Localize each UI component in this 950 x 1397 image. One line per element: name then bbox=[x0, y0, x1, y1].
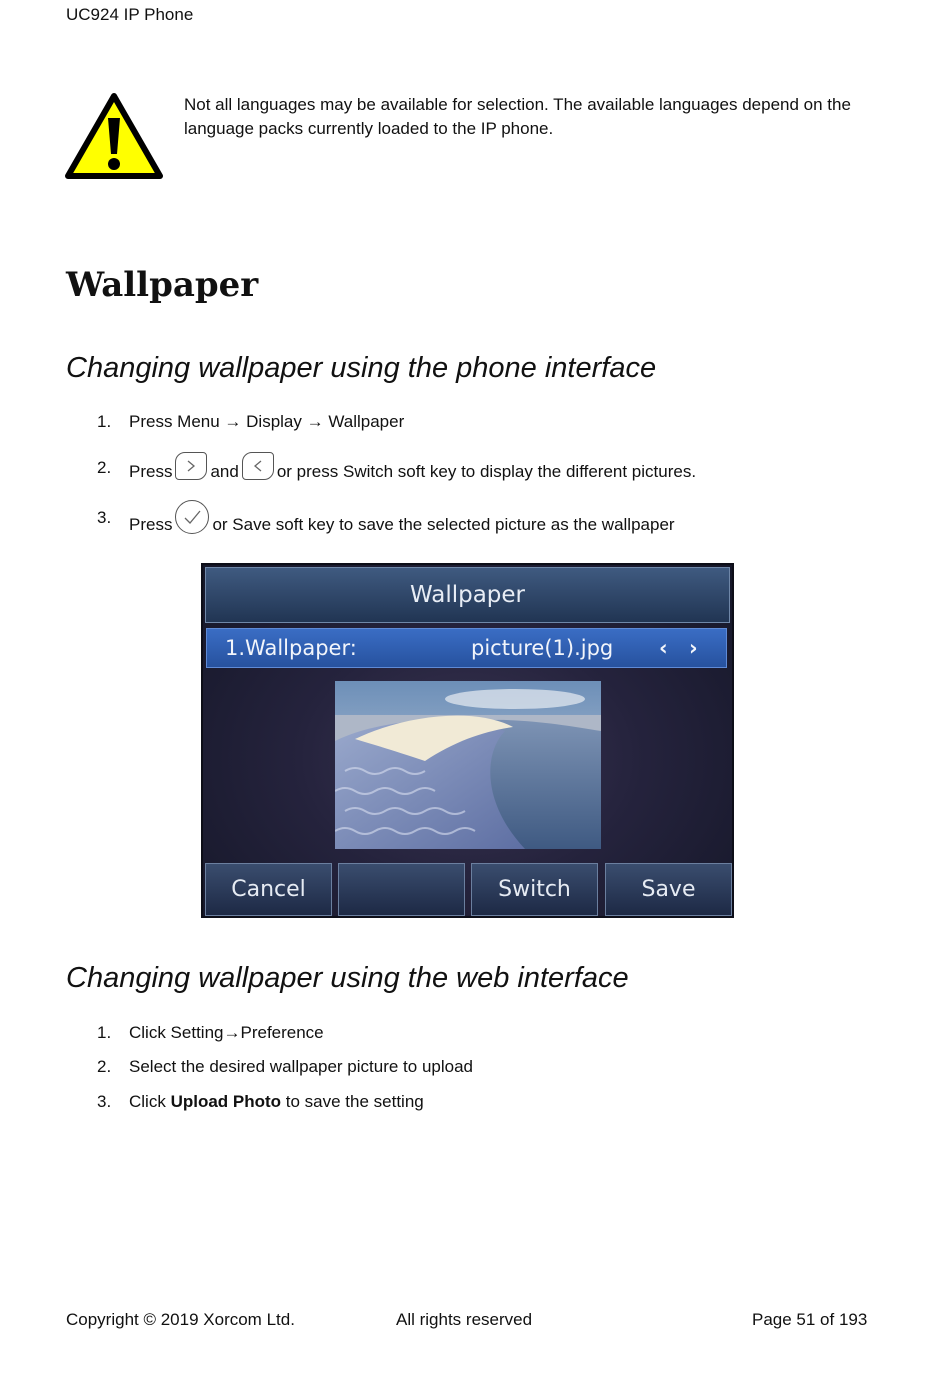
phone-screen bbox=[201, 563, 734, 918]
section-title: Wallpaper bbox=[66, 265, 259, 305]
phone-section-title: Changing wallpaper using the phone interface bbox=[66, 352, 657, 384]
footer-rights: All rights reserved bbox=[396, 1310, 533, 1329]
arrow-icon: → bbox=[223, 1023, 241, 1042]
chevron-left-icon[interactable]: ‹ bbox=[659, 636, 668, 660]
right-arrow-key-icon bbox=[175, 452, 207, 480]
wallpaper-preview bbox=[335, 681, 601, 849]
left-arrow-key-icon bbox=[242, 452, 274, 480]
empty-softkey[interactable] bbox=[338, 863, 465, 916]
wallpaper-value: picture(1).jpg bbox=[471, 636, 614, 660]
footer-page-number: Page 51 of 193 bbox=[752, 1310, 868, 1329]
warning-triangle-icon bbox=[64, 92, 164, 180]
warning-note: Not all languages may be available for selection. The available languages depend on the language packs currently loaded to the IP phone. bbox=[184, 95, 851, 138]
cancel-button[interactable]: Cancel bbox=[205, 863, 332, 916]
footer-copyright: Copyright © 2019 Xorcom Ltd. bbox=[66, 1310, 295, 1329]
chevron-right-icon[interactable]: › bbox=[689, 636, 698, 660]
wallpaper-label: 1.Wallpaper: bbox=[225, 636, 357, 660]
softkey-bar bbox=[205, 863, 732, 916]
web-section-title: Changing wallpaper using the web interface bbox=[66, 962, 629, 994]
screen-title: Wallpaper bbox=[205, 567, 730, 623]
ok-check-key-icon bbox=[175, 500, 209, 534]
switch-button[interactable]: Switch bbox=[471, 863, 598, 916]
save-button[interactable]: Save bbox=[605, 863, 732, 916]
page-header: UC924 IP Phone bbox=[66, 5, 194, 24]
wallpaper-selector[interactable] bbox=[206, 628, 727, 668]
